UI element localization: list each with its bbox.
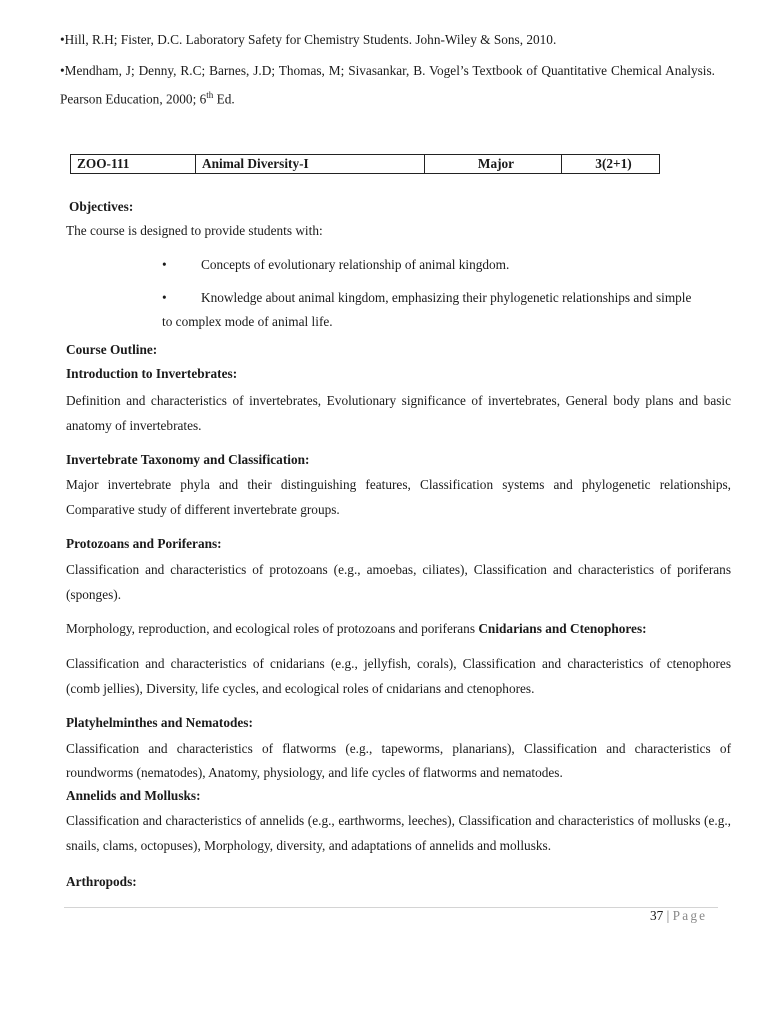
bullet-icon: • <box>162 290 167 305</box>
section-heading-cnidarians: Cnidarians and Ctenophores: <box>478 621 647 636</box>
reference-mendham-tail: Ed. <box>213 91 235 107</box>
bullet-icon: • <box>162 257 167 272</box>
course-info-table <box>70 154 660 174</box>
reference-edition-superscript: th <box>206 90 214 100</box>
section-heading-arthropods: Arthropods: <box>66 874 137 889</box>
section-heading-protozoa: Protozoans and Poriferans: <box>66 536 222 551</box>
section-text-taxonomy: Major invertebrate phyla and their distinguishing features, Classification systems and phylogenetic relationships, Comparative study of different invertebrate groups. <box>66 477 731 517</box>
section-heading-introduction: Introduction to Invertebrates: <box>66 366 238 381</box>
course-type: Major <box>425 155 562 174</box>
course-title: Animal Diversity-I <box>196 155 425 174</box>
section-heading-annelids: Annelids and Mollusks: <box>66 788 201 803</box>
section-heading-platyhelminthes: Platyhelminthes and Nematodes: <box>66 715 253 730</box>
objective-item: Knowledge about animal kingdom, emphasizing their phylogenetic relationships and simple <box>201 290 692 305</box>
table-row <box>71 155 660 174</box>
reference-mendham-text: •Mendham, J; Denny, R.C; Barnes, J.D; Thomas, M; Sivasankar, B. Vogel’s Textbook of Quantitative Chemical Analysis. Pearson Education, 2000; 6 <box>60 63 715 107</box>
objective-item-continuation: to complex mode of animal life. <box>162 314 333 329</box>
section-text-introduction: Definition and characteristics of invertebrates, Evolutionary significance of invertebrates, General body plans and basic anatomy of invertebrates. <box>66 393 731 433</box>
footer-divider <box>64 907 718 908</box>
reference-hill: •Hill, R.H; Fister, D.C. Laboratory Safety for Chemistry Students. John-Wiley & Sons, 2010. <box>60 32 557 47</box>
section-text-annelids: Classification and characteristics of annelids (e.g., earthworms, leeches), Classification and characteristics of mollusks (e.g., snails, clams, octopuses), Morphology, diversity, and adaptations of annelids and mollusks. <box>66 813 731 853</box>
course-outline-heading: Course Outline: <box>66 342 158 357</box>
page-separator: | <box>666 908 670 923</box>
page-number: 37 <box>650 908 664 923</box>
reference-mendham <box>60 59 715 111</box>
morphology-paragraph <box>66 621 731 637</box>
course-credits: 3(2+1) <box>562 155 660 174</box>
course-code: ZOO-111 <box>71 155 196 174</box>
objective-item: Concepts of evolutionary relationship of animal kingdom. <box>201 257 510 272</box>
morphology-text: Morphology, reproduction, and ecological roles of protozoans and poriferans <box>66 621 479 636</box>
objectives-intro: The course is designed to provide students with: <box>66 223 323 238</box>
section-heading-taxonomy: Invertebrate Taxonomy and Classification: <box>66 452 310 467</box>
section-text-platyhelminthes: Classification and characteristics of flatworms (e.g., tapeworms, planarians), Classification and characteristics of roundworms (nematodes), Anatomy, physiology, and life cycles of flatworms and nematodes. <box>66 741 731 780</box>
objectives-heading: Objectives: <box>69 199 134 214</box>
section-text-cnidarians: Classification and characteristics of cnidarians (e.g., jellyfish, corals), Classification and characteristics of ctenophores (comb jellies), Diversity, life cycles, and ecological roles of cnidarians and ctenophores. <box>66 656 731 696</box>
page-footer <box>650 908 707 924</box>
section-text-protozoa: Classification and characteristics of protozoans (e.g., amoebas, ciliates), Classification and characteristics of poriferans (sponges). <box>66 562 731 602</box>
page-label: Page <box>672 908 708 923</box>
